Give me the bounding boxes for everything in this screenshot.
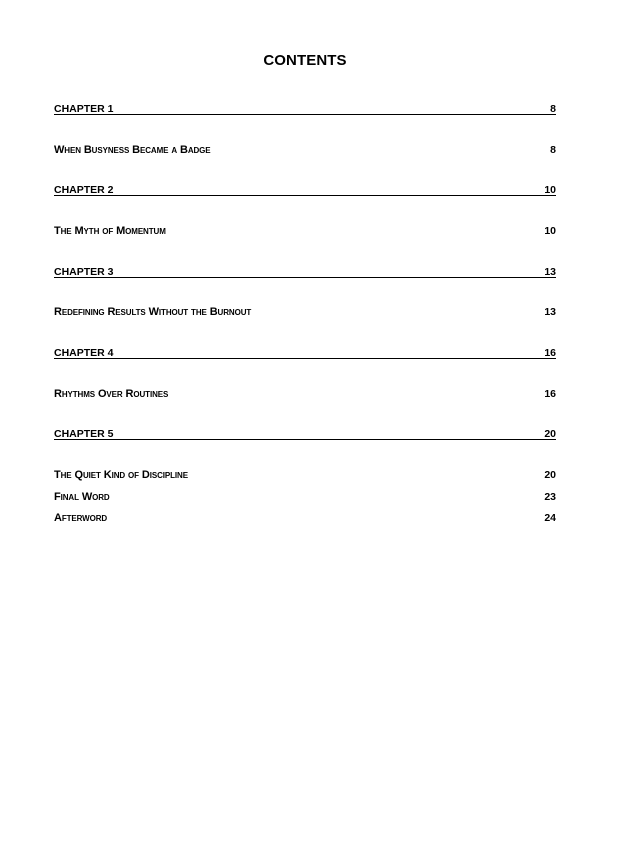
toc-entry-label: Rhythms Over Routines xyxy=(54,388,169,400)
toc-section-link[interactable] xyxy=(54,388,556,402)
toc-entry-label: Afterword xyxy=(54,512,108,524)
toc-section-link[interactable] xyxy=(54,469,556,483)
toc-section-link[interactable] xyxy=(54,144,556,158)
page-title: CONTENTS xyxy=(263,52,347,69)
toc-page-number: 23 xyxy=(544,491,556,503)
toc-page-number: 16 xyxy=(544,388,556,400)
toc-entry-label: CHAPTER 4 xyxy=(54,347,114,359)
toc-underline xyxy=(54,195,556,196)
toc-underline xyxy=(54,114,556,115)
toc-page-number: 10 xyxy=(544,184,556,196)
toc-entry-label: When Busyness Became a Badge xyxy=(54,144,211,156)
toc-page-number: 20 xyxy=(544,469,556,481)
toc-page-number: 20 xyxy=(544,428,556,440)
toc-entry-label: The Quiet Kind of Discipline xyxy=(54,469,188,481)
toc-page-number: 13 xyxy=(544,306,556,318)
toc-page-number: 24 xyxy=(544,512,556,524)
toc-section-link[interactable] xyxy=(54,512,556,526)
toc-entry-label: CHAPTER 5 xyxy=(54,428,114,440)
toc-entry-label: Final Word xyxy=(54,491,110,503)
toc-page-number: 8 xyxy=(550,103,556,115)
toc-page-number: 16 xyxy=(544,347,556,359)
toc-entry-label: CHAPTER 3 xyxy=(54,266,114,278)
toc-page-number: 8 xyxy=(550,144,556,156)
toc-entry-label: Redefining Results Without the Burnout xyxy=(54,306,252,318)
toc-chapter-link[interactable] xyxy=(54,266,556,280)
toc-underline xyxy=(54,358,556,359)
toc-chapter-link[interactable] xyxy=(54,103,556,117)
toc-entry-label: CHAPTER 2 xyxy=(54,184,114,196)
toc-entry-label: CHAPTER 1 xyxy=(54,103,114,115)
toc-chapter-link[interactable] xyxy=(54,184,556,198)
toc-underline xyxy=(54,439,556,440)
toc-underline xyxy=(54,277,556,278)
toc-section-link[interactable] xyxy=(54,225,556,239)
toc-chapter-link[interactable] xyxy=(54,347,556,361)
toc-page-number: 13 xyxy=(544,266,556,278)
toc-entry-label: The Myth of Momentum xyxy=(54,225,166,237)
toc-section-link[interactable] xyxy=(54,306,556,320)
toc-page-number: 10 xyxy=(544,225,556,237)
toc-section-link[interactable] xyxy=(54,491,556,505)
toc-chapter-link[interactable] xyxy=(54,428,556,442)
